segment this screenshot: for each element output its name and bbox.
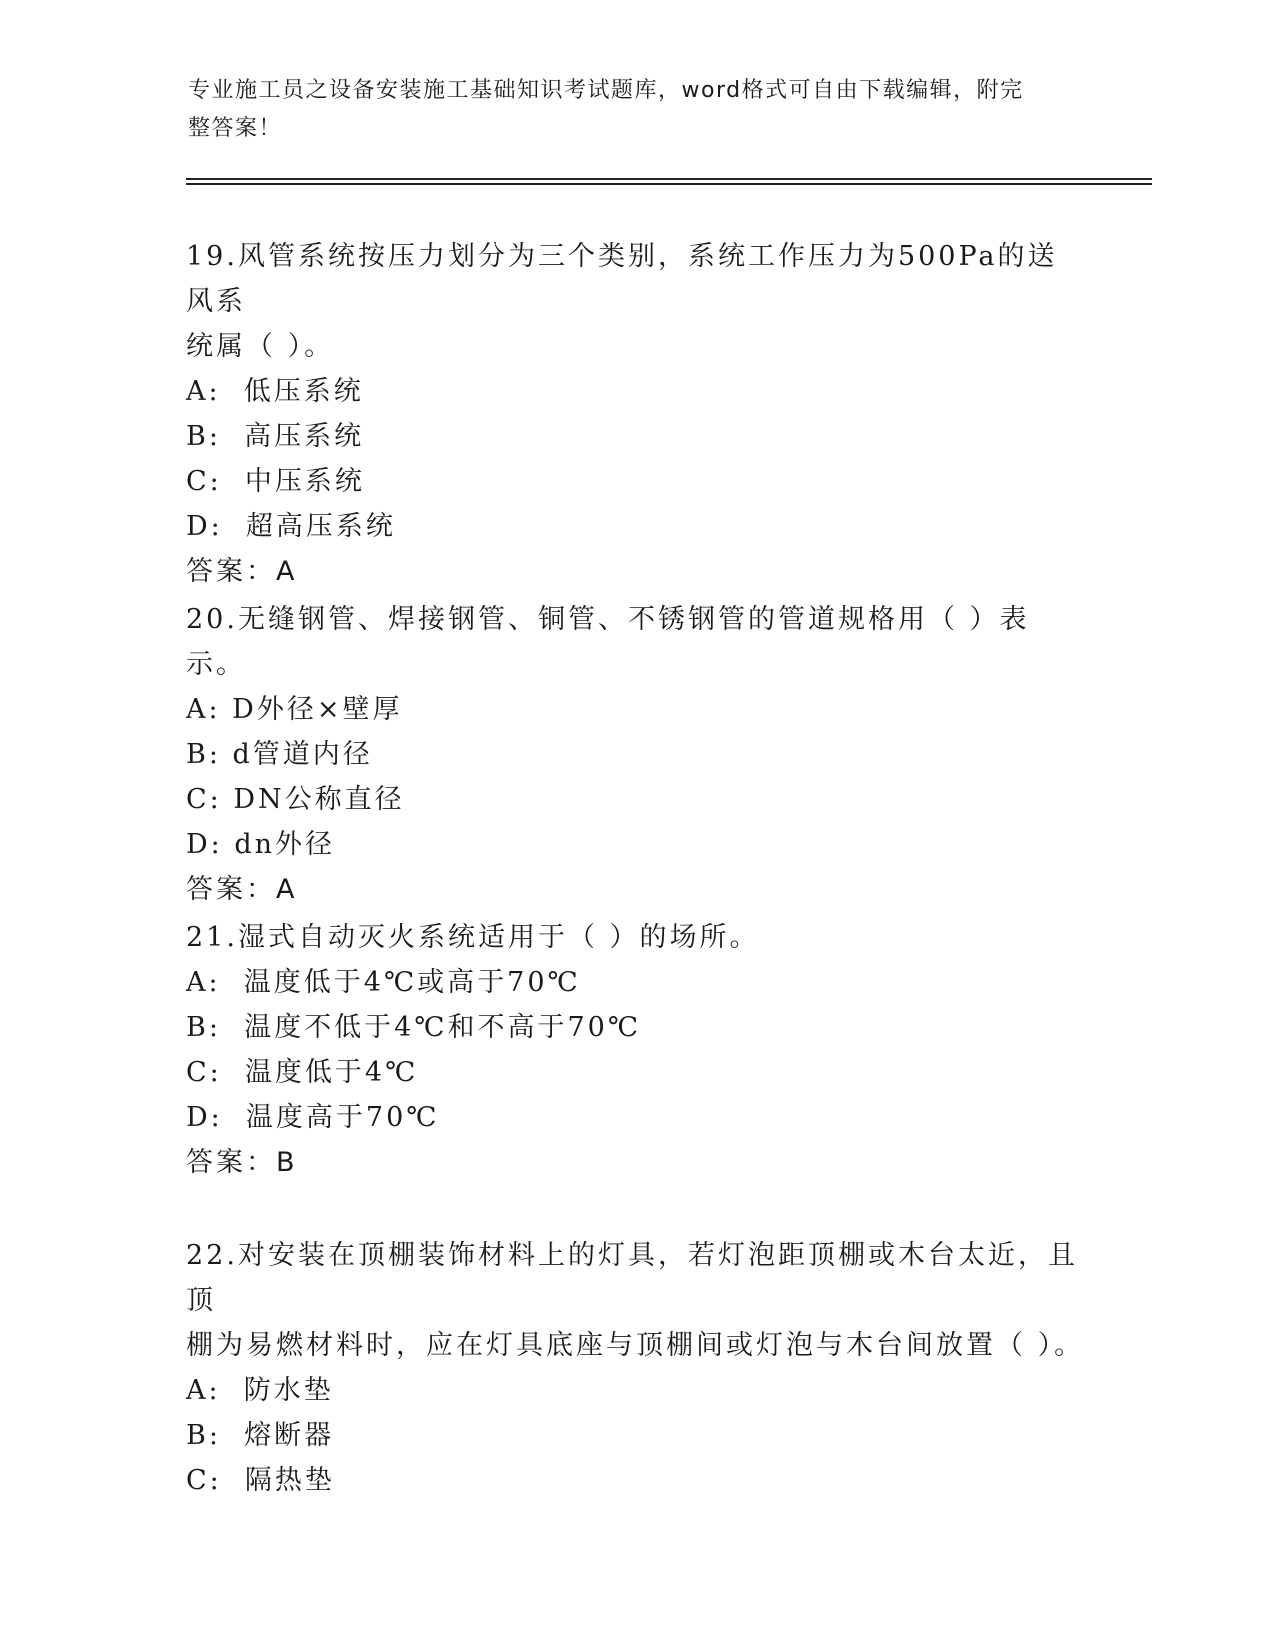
option-a: A: 低压系统 xyxy=(186,376,364,407)
question-stem-line: 20.无缝钢管、焊接钢管、铜管、不锈钢管的管道规格用（ ）表示。 xyxy=(186,604,1030,680)
answer-line: 答案：A xyxy=(186,556,298,587)
question-stem-line: 19.风管系统按压力划分为三个类别，系统工作压力为500Pa的送风系 xyxy=(186,241,1058,317)
answer-line: 答案：B xyxy=(186,1147,298,1178)
header-divider-bottom xyxy=(186,183,1152,185)
header-divider-top xyxy=(186,178,1152,180)
question-21 xyxy=(186,915,1086,1185)
option-c: C: 中压系统 xyxy=(186,466,365,497)
question-22 xyxy=(186,1233,1086,1503)
option-c: C: 隔热垫 xyxy=(186,1465,335,1496)
option-d: D: 超高压系统 xyxy=(186,511,396,542)
option-d: D: 温度高于70℃ xyxy=(186,1102,440,1133)
option-a: A: D外径×壁厚 xyxy=(186,694,403,725)
option-d: D: dn外径 xyxy=(186,829,335,860)
question-stem-line: 22.对安装在顶棚装饰材料上的灯具，若灯泡距顶棚或木台太近，且顶 xyxy=(186,1240,1078,1316)
question-stem-line: 棚为易燃材料时，应在灯具底座与顶棚间或灯泡与木台间放置（ ）。 xyxy=(186,1330,1085,1361)
option-c: C: DN公称直径 xyxy=(186,784,405,815)
question-19 xyxy=(186,234,1086,594)
option-a: A: 防水垫 xyxy=(186,1375,334,1406)
question-20 xyxy=(186,597,1086,912)
option-b: B: 熔断器 xyxy=(186,1420,335,1451)
option-b: B: d管道内径 xyxy=(186,739,373,770)
option-b: B: 高压系统 xyxy=(186,421,365,452)
header-line-2: 整答案！ xyxy=(188,116,283,141)
question-stem-line: 统属（ ）。 xyxy=(186,331,335,362)
option-b: B: 温度不低于4℃和不高于70℃ xyxy=(186,1012,642,1043)
header-line-1: 专业施工员之设备安装施工基础知识考试题库，word格式可自由下载编辑，附完 xyxy=(188,78,1024,103)
option-a: A: 温度低于4℃或高于70℃ xyxy=(186,967,581,998)
answer-line: 答案：A xyxy=(186,874,298,905)
document-header xyxy=(188,72,1088,148)
option-c: C: 温度低于4℃ xyxy=(186,1057,419,1088)
question-stem-line: 21.湿式自动灭火系统适用于（ ）的场所。 xyxy=(186,922,760,953)
